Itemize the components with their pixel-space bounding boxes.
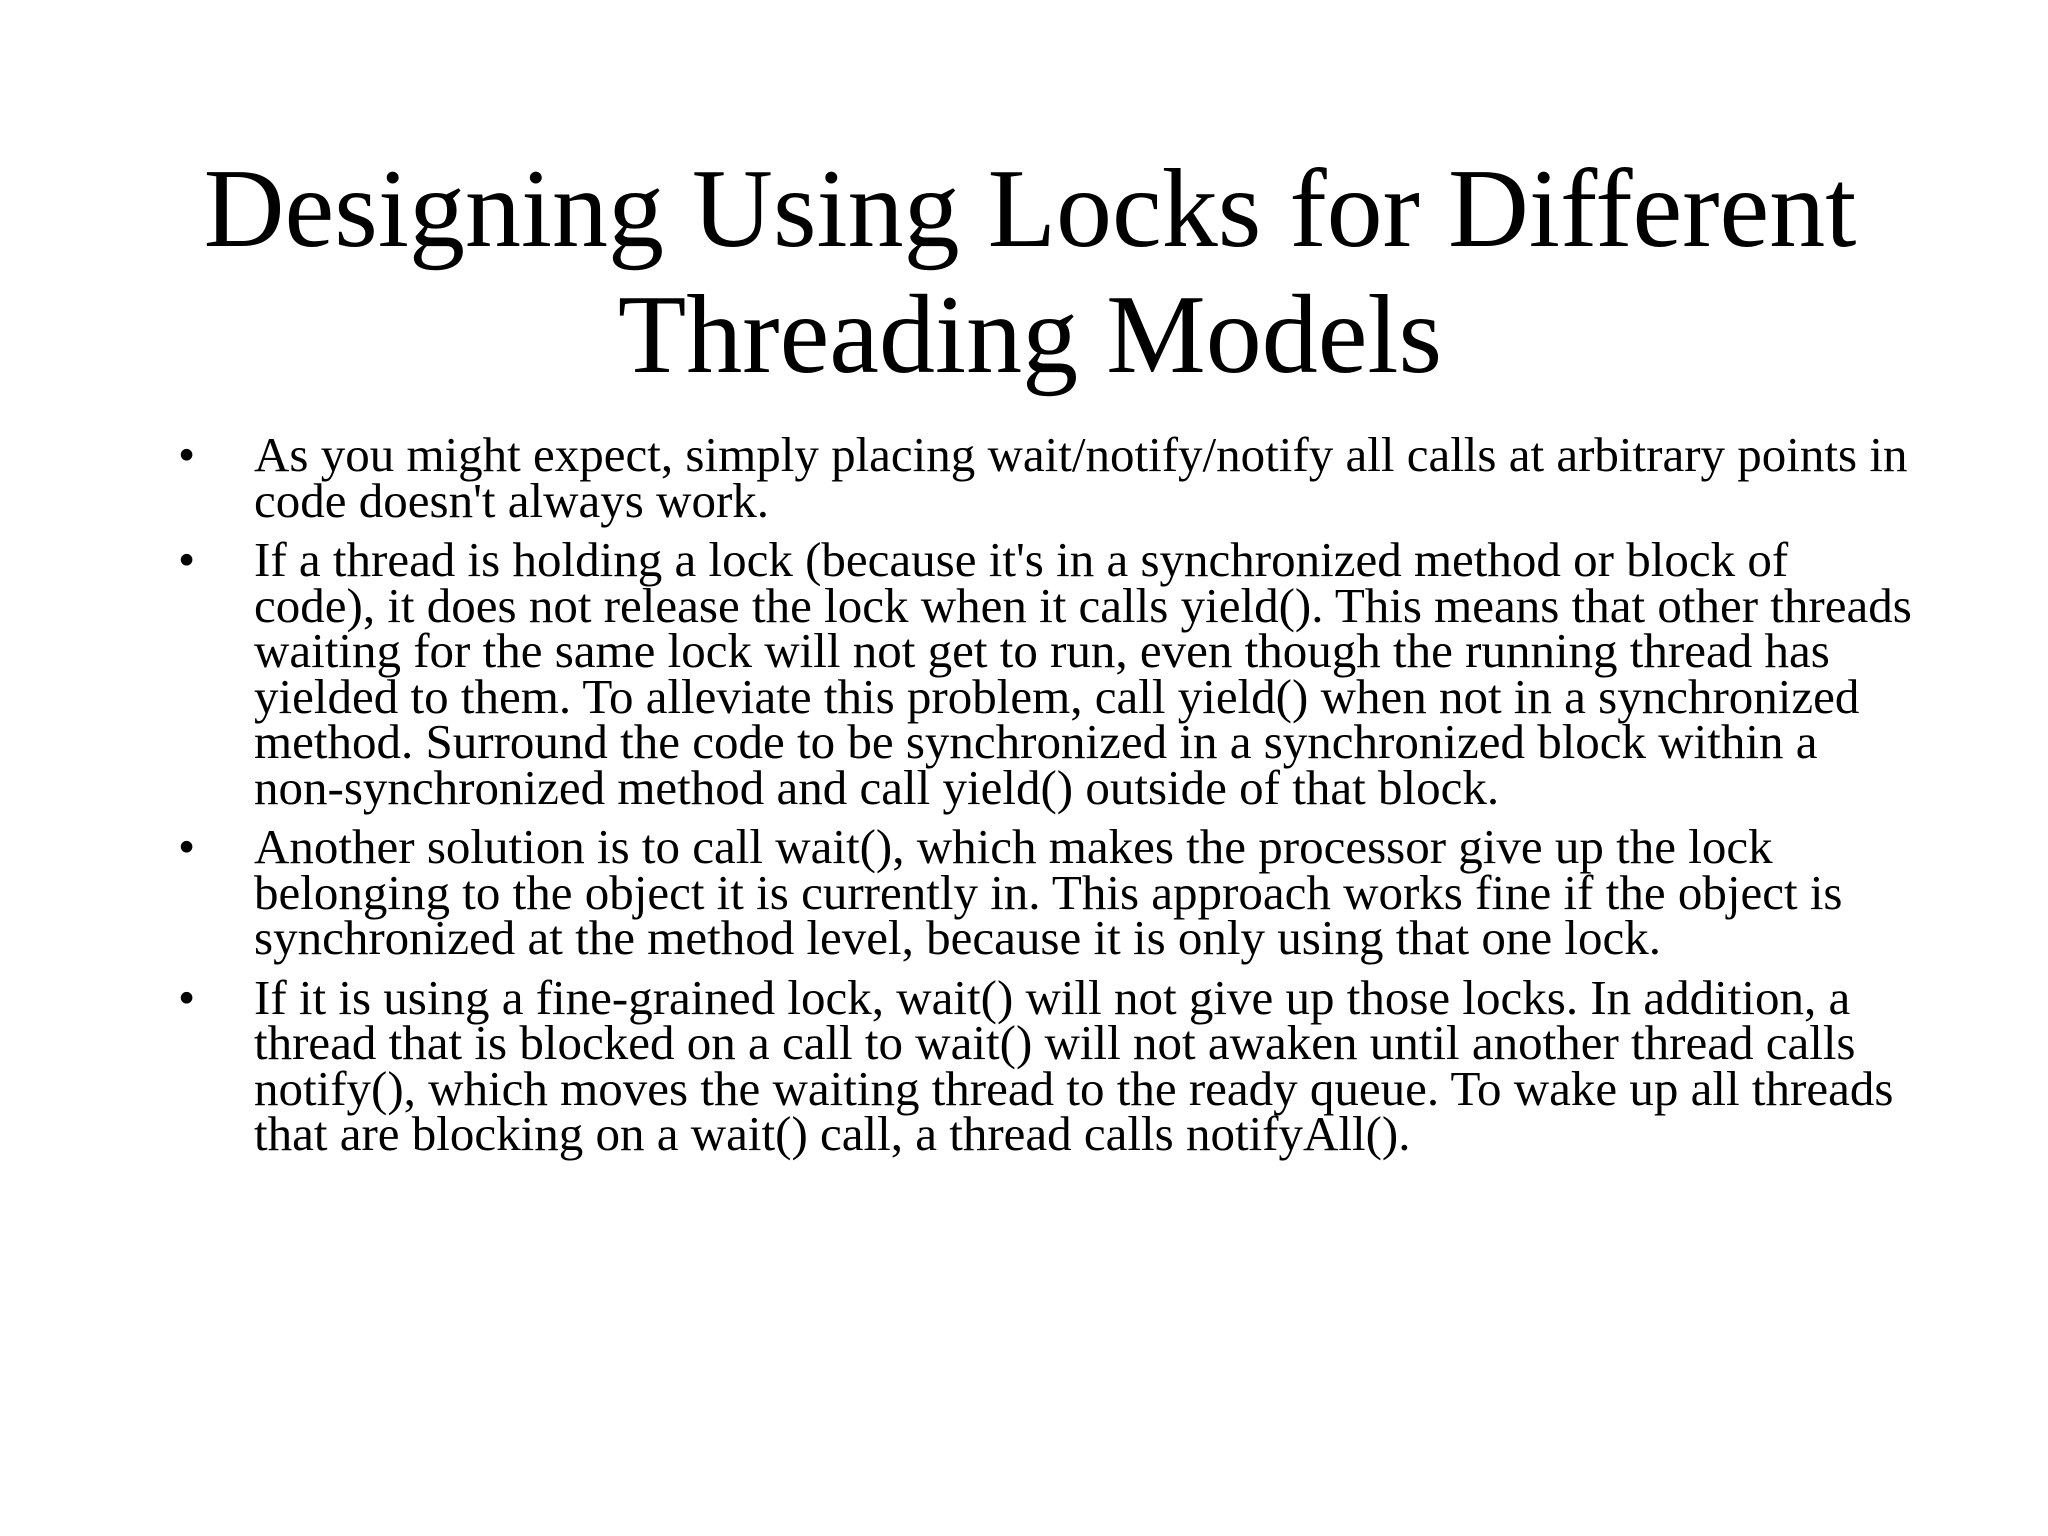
bullet-text: If a thread is holding a lock (because it's in a synchronized method or block of code), it does not release the lock when it calls yield(). This means that other threads waiting for the same lock will not get to run, even though the running thread has yielded to them. To alleviate this problem, call yield() when not in a synchronized method. Surround the code to be synchronized in a synchronized block within a non-synchronized method and call yield() outside of that block. bbox=[254, 532, 1912, 815]
bullet-item bbox=[178, 819, 1918, 965]
bullet-text: If it is using a fine-grained lock, wait() will not give up those locks. In addition, a thread that is blocked on a call to wait() will not awaken until another thread calls notify(), which moves the waiting thread to the ready queue. To wake up all threads that are blocking on a wait() call, a thread calls notifyAll(). bbox=[254, 969, 1894, 1161]
bullet-item bbox=[178, 427, 1918, 528]
bullet-item bbox=[178, 969, 1918, 1161]
bullet-item bbox=[178, 532, 1918, 815]
bullet-marker: • bbox=[178, 427, 196, 482]
bullet-text: As you might expect, simply placing wait/notify/notify all calls at arbitrary points in code doesn't always work. bbox=[254, 427, 1908, 528]
bullet-marker: • bbox=[178, 532, 196, 587]
bullet-marker: • bbox=[178, 819, 196, 874]
slide-title: Designing Using Locks for Different Threading Models bbox=[203, 147, 1857, 397]
bullet-list bbox=[178, 427, 1918, 1171]
bullet-marker: • bbox=[178, 969, 196, 1025]
bullet-text: Another solution is to call wait(), which makes the processor give up the lock belonging to the object it is currently in. This approach works fine if the object is synchronized at the method level, because it is only using that one lock. bbox=[254, 819, 1843, 965]
